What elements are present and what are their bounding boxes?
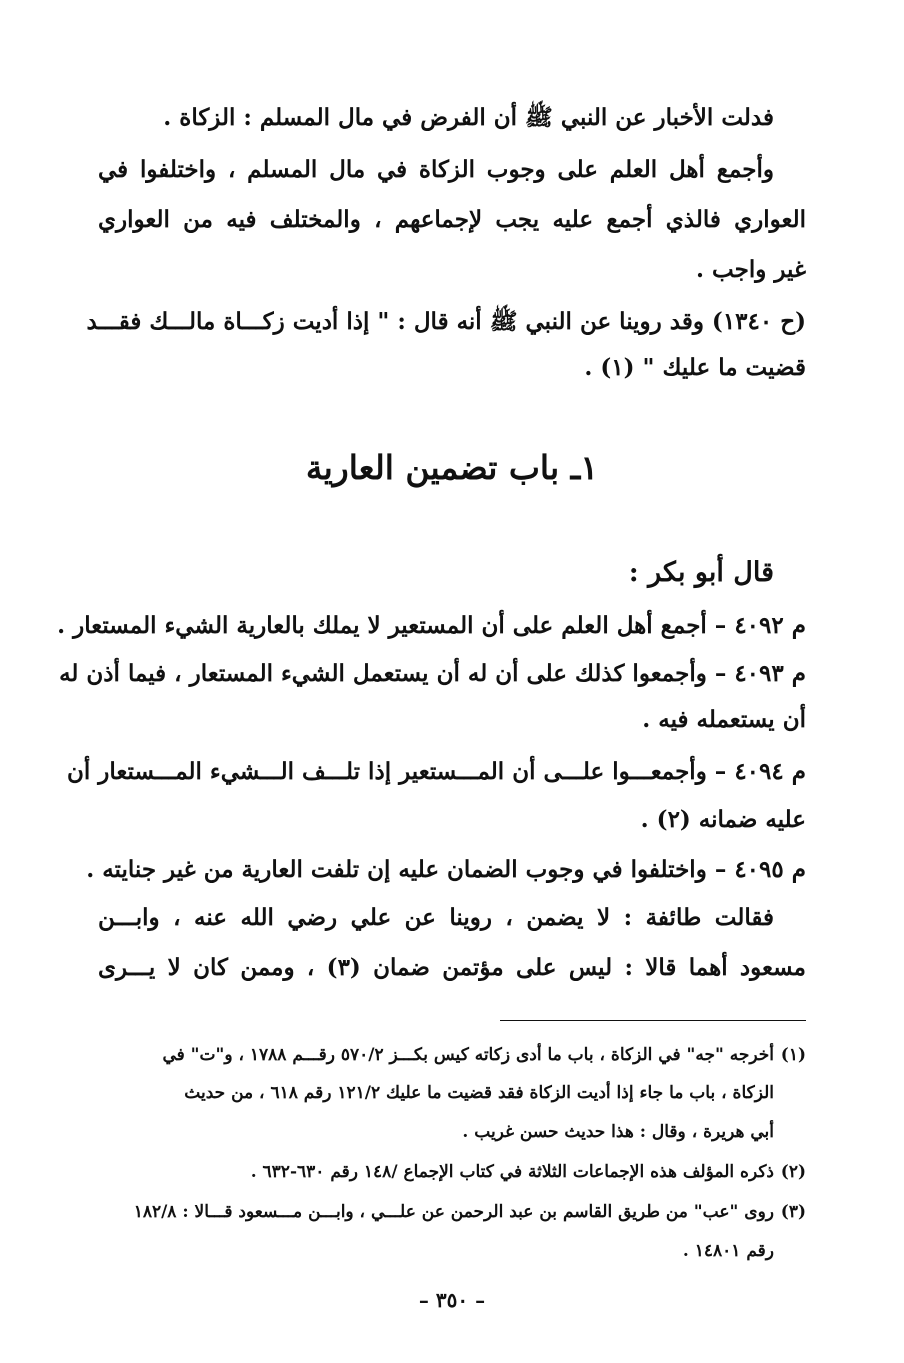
footnote-number: (٢) bbox=[780, 1162, 806, 1182]
text-line: م ٤٠٩٢ – أجمع أهل العلم على أن المستعير لا يملك بالعارية الشيء المستعار . bbox=[57, 612, 806, 639]
subheading: قال أبو بكر : bbox=[628, 557, 774, 588]
text-line: وأجمع أهل العلم على وجوب الزكاة في مال المسلم ، واختلفوا في bbox=[98, 156, 774, 183]
footnote-line: الزكاة ، باب ما جاء إذا أديت الزكاة فقد قضيت ما عليك ١٢١/٢ رقم ٦١٨ ، من حديث bbox=[184, 1083, 774, 1103]
page-number: – ٣٥٠ – bbox=[418, 1288, 486, 1312]
text-line: العواري فالذي أجمع عليه يجب لإجماعهم ، والمختلف فيه من العواري bbox=[98, 206, 806, 233]
text-line: أن يستعمله فيه . bbox=[642, 706, 806, 733]
text-line: م ٤٠٩٣ – وأجمعوا كذلك على أن له أن يستعمل الشيء المستعار ، فيما أذن له bbox=[59, 660, 806, 687]
footnote-separator bbox=[500, 1020, 806, 1021]
text-line: (ح ١٣٤٠) وقد روينا عن النبي ﷺ أنه قال : " إذا أديت زكـــاة مالـــك فقـــد bbox=[86, 308, 806, 335]
text-line: مسعود أهما قالا : ليس على مؤتمن ضمان (٣) ، وممن كان لا يـــرى bbox=[98, 954, 806, 981]
footnote-line: (٣)روى "عب" من طريق القاسم بن عبد الرحمن عن علـــي ، وابـــن مـــسعود قـــالا : ١٨٢/٨ bbox=[98, 1197, 806, 1227]
text-line: م ٤٠٩٤ – وأجمعـــوا علـــى أن المـــستعير إذا تلـــف الـــشيء المـــستعار أن bbox=[67, 758, 806, 785]
chapter-heading: ١ـ باب تضمين العارية bbox=[305, 448, 599, 487]
footnote-line: أبي هريرة ، وقال : هذا حديث حسن غريب . bbox=[462, 1122, 774, 1142]
footnote-line: (١)أخرجه "جه" في الزكاة ، باب ما أدى زكاته كيس بكـــز ٥٧٠/٢ رقـــم ١٧٨٨ ، و"ت" في bbox=[98, 1040, 806, 1070]
text-line: فقالت طائفة : لا يضمن ، روينا عن علي رضي الله عنه ، وابـــن bbox=[98, 904, 774, 931]
text-line: فدلت الأخبار عن النبي ﷺ أن الفرض في مال المسلم : الزكاة . bbox=[163, 104, 774, 131]
text-line: م ٤٠٩٥ – واختلفوا في وجوب الضمان عليه إن تلفت العارية من غير جنايته . bbox=[86, 856, 806, 883]
footnote-line: رقم ١٤٨٠١ . bbox=[682, 1241, 774, 1261]
footnote-number: (١) bbox=[780, 1045, 806, 1065]
footnote-line: (٢)ذكره المؤلف هذه الإجماعات الثلاثة في كتاب الإجماع /١٤٨ رقم ٦٣٠-٦٣٢ . bbox=[98, 1157, 806, 1187]
text-line: غير واجب . bbox=[696, 256, 806, 283]
text-line: عليه ضمانه (٢) . bbox=[640, 806, 806, 833]
footnote-number: (٣) bbox=[780, 1202, 806, 1222]
text-line: قضيت ما عليك " (١) . bbox=[584, 354, 806, 381]
